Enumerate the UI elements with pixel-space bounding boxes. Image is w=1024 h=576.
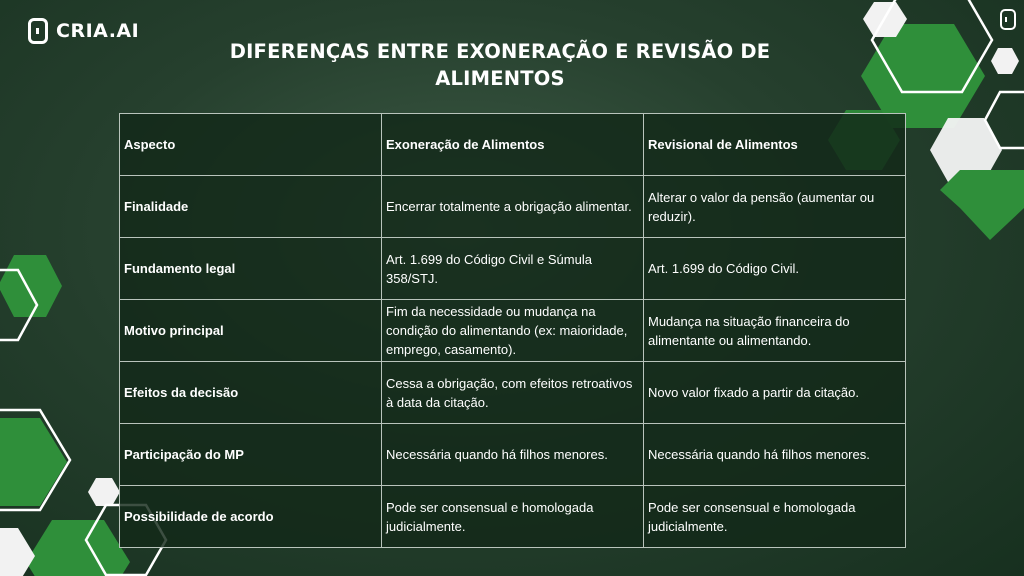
exoneracao-cell: Necessária quando há filhos menores.: [382, 424, 644, 486]
revisional-cell: Necessária quando há filhos menores.: [644, 424, 906, 486]
hexagon-shape: [0, 255, 62, 317]
column-header-revisional: Revisional de Alimentos: [644, 114, 906, 176]
table-row: [120, 424, 906, 486]
hexagon-shape: [88, 478, 120, 506]
exoneracao-cell: Fim da necessidade ou mudança na condição do alimentando (ex: maioridade, emprego, casamento).: [382, 300, 644, 362]
exoneracao-cell: Pode ser consensual e homologada judicialmente.: [382, 486, 644, 548]
revisional-cell: Art. 1.699 do Código Civil.: [644, 238, 906, 300]
revisional-cell: Alterar o valor da pensão (aumentar ou reduzir).: [644, 176, 906, 238]
table-row: [120, 176, 906, 238]
exoneracao-cell: Art. 1.699 do Código Civil e Súmula 358/STJ.: [382, 238, 644, 300]
row-aspect-cell: Fundamento legal: [120, 238, 382, 300]
row-aspect-cell: Participação do MP: [120, 424, 382, 486]
hexagon-shape: [0, 418, 67, 506]
hexagon-shape: [940, 170, 1024, 240]
page-title-line-1: DIFERENÇAS ENTRE EXONERAÇÃO E REVISÃO DE: [229, 40, 771, 63]
exoneracao-cell: Encerrar totalmente a obrigação alimentar.: [382, 176, 644, 238]
logo-mark-icon: [1000, 9, 1016, 30]
logo-icon: [28, 18, 48, 44]
table-row: [120, 300, 906, 362]
row-aspect-cell: Possibilidade de acordo: [120, 486, 382, 548]
hexagon-shape: [0, 528, 35, 576]
hexagon-shape: [991, 48, 1019, 74]
brand-name: CRIA.AI: [56, 20, 140, 42]
page-title-line-2: ALIMENTOS: [435, 67, 565, 90]
table-row: [120, 486, 906, 548]
revisional-cell: Pode ser consensual e homologada judicialmente.: [644, 486, 906, 548]
exoneracao-cell: Cessa a obrigação, com efeitos retroativos à data da citação.: [382, 362, 644, 424]
revisional-cell: Mudança na situação financeira do alimentante ou alimentando.: [644, 300, 906, 362]
table-row: [120, 238, 906, 300]
table-row: [120, 362, 906, 424]
revisional-cell: Novo valor fixado a partir da citação.: [644, 362, 906, 424]
column-header-exoneracao: Exoneração de Alimentos: [382, 114, 644, 176]
row-aspect-cell: Efeitos da decisão: [120, 362, 382, 424]
row-aspect-cell: Finalidade: [120, 176, 382, 238]
table-header-row: [120, 114, 906, 176]
column-header-aspect: Aspecto: [120, 114, 382, 176]
hexagon-shape: [26, 520, 130, 576]
row-aspect-cell: Motivo principal: [120, 300, 382, 362]
brand-logo: [28, 18, 139, 44]
page-title: [200, 38, 800, 92]
comparison-table: [119, 113, 906, 548]
